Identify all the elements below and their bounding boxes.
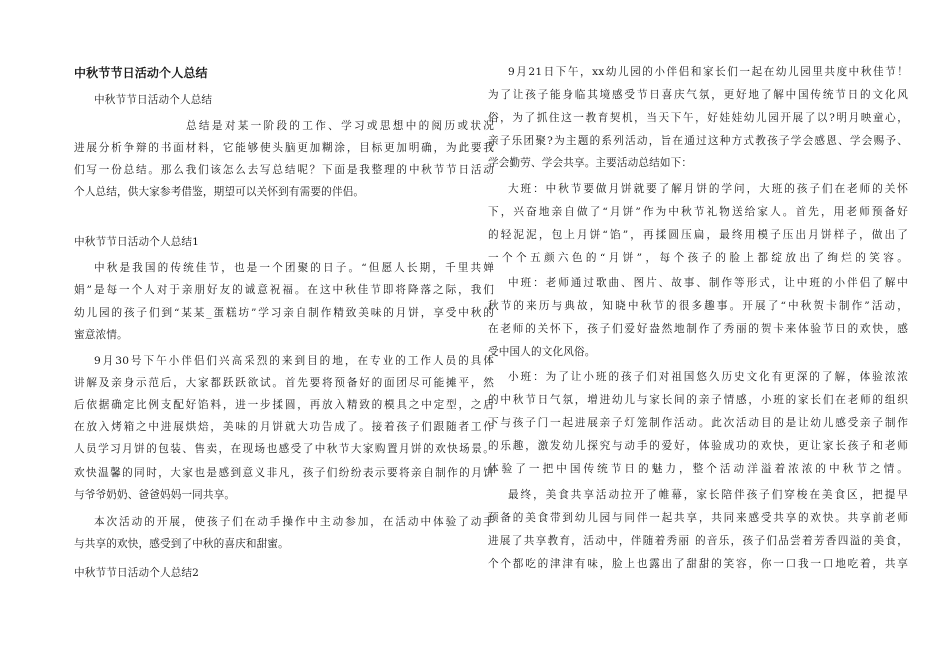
left-line-7: 中秋是我国的传统佳节，也是一个团聚的日子。“但愿人长期，千里共婵 [94, 262, 494, 274]
right-line-12: 在老师的关怀下，孩子们爱好盎然地制作了秀丽的贺卡来体验节日的欢快，感 [488, 323, 908, 335]
left-line-6: 中秋节节日活动个人总结1 [74, 236, 200, 248]
right-line-15: 的中秋节日气氛，增进幼儿与家长间的亲子情感，小班的家长们在老师的组织 [488, 394, 908, 406]
left-line-14: 在放入烤箱之中进展烘焙，美味的月饼就大功告成了。接着孩子们跟随者工作 [74, 421, 494, 433]
right-line-17: 的乐趣，激发幼儿探究与动手的爱好，体验成功的欢快，更让家长孩子和老师 [488, 440, 908, 452]
right-line-3: 俗，为了抓住这一教育契机，当天下午，好娃娃幼儿园开展了以?明月映童心， [488, 112, 908, 124]
right-line-9: 一个个五颜六色的“月饼”，每个孩子的脸上都绽放出了绚烂的笑容。 [488, 252, 908, 264]
document-title: 中秋节节日活动个人总结 [74, 66, 208, 80]
left-line-13: 后依据确定比例支配好馅料，进一步揉圆，再放入精致的模具之中定型，之后 [74, 399, 494, 411]
left-line-3: 进展分析争辩的书面材料，它能够使头脑更加糊涂，目标更加明确，为此要我 [74, 142, 494, 154]
left-line-1: 中秋节节日活动个人总结 [94, 94, 213, 106]
left-line-4: 们写一份总结。那么我们该怎么去写总结呢？下面是我整理的中秋节节日活动 [74, 164, 494, 176]
left-line-12: 讲解及亲身示范后，大家都跃跃欲试。首先要将预备好的面团尽可能摊平，然 [74, 377, 494, 389]
right-line-22: 个个都吃的津津有味，脸上也露出了甜甜的笑容，你一口我一口地吃着，共享 [488, 558, 908, 570]
right-line-6: 大班：中秋节要做月饼就要了解月饼的学问，大班的孩子们在老师的关怀 [508, 183, 908, 195]
right-line-21: 进展了共享教育，活动中，伴随着秀丽 的音乐，孩子们品尝着芳香四溢的美食， [488, 535, 908, 547]
right-line-1: 9月21日下午，xx幼儿园的小伴侣和家长们一起在幼儿园里共度中秋佳节！ [508, 66, 908, 78]
right-line-2: 为了让孩子能身临其境感受节日喜庆气氛，更好地了解中国传统节日的文化风 [488, 89, 908, 101]
right-line-16: 下与孩子门一起进展亲子灯笼制作活动。此次活动目的是让幼儿感受亲子制作 [488, 417, 908, 429]
left-line-8: 娟”是每一个人对于亲朋好友的诚意祝福。在这中秋佳节即将降落之际，我们 [74, 284, 494, 296]
left-line-17: 与爷爷奶奶、爸爸妈妈一同共享。 [74, 489, 236, 501]
right-line-4: 亲子乐团聚?为主题的系列活动，旨在通过这种方式教孩子学会感恩、学会赐予、 [488, 135, 908, 147]
left-line-11: 9月30号下午小伴侣们兴高采烈的来到目的地，在专业的工作人员的具体 [94, 355, 494, 367]
right-line-7: 下，兴奋地亲自做了“月饼”作为中秋节礼物送给家人。首先，用老师预备好 [488, 206, 908, 218]
left-line-19: 与共享的欢快，感受到了中秋的喜庆和甜蜜。 [74, 538, 289, 550]
left-line-16: 欢快温馨的同时，大家也是感到意义非凡，孩子们纷纷表示要将亲自制作的月饼 [74, 467, 494, 479]
left-line-10: 蜜意浓情。 [74, 329, 128, 341]
left-line-9: 幼儿园的孩子们到“某某_蛋糕坊”学习亲自制作精致美味的月饼，享受中秋的 [74, 307, 494, 319]
right-line-11: 秋节的来历与典故，知晓中秋节的很多趣事。开展了“中秋贺卡制作”活动， [488, 300, 908, 312]
left-line-20: 中秋节节日活动个人总结2 [74, 567, 200, 579]
left-line-18: 本次活动的开展，使孩子们在动手操作中主动参加，在活动中体验了动手 [94, 516, 494, 528]
left-line-2: 总结是对某一阶段的工作、学习或思想中的阅历或状况 [186, 120, 494, 132]
left-line-5: 个人总结，供大家参考借鉴，期望可以关怀到有需要的伴侣。 [74, 186, 365, 198]
right-line-10: 中班：老师通过歌曲、图片、故事、制作等形式，让中班的小伴侣了解中 [508, 277, 908, 289]
right-line-8: 的轻泥泥，包上月饼“馅”，再揉圆压扁，最终用模子压出月饼样子，做出了 [488, 229, 908, 241]
left-line-15: 人员学习月饼的包装、售卖，在现场也感受了中秋节大家购置月饼的欢快场景。 [74, 443, 494, 455]
right-line-20: 预备的美食带到幼儿园与同伴一起共享，共同来感受共享的欢快。共享前老师 [488, 512, 908, 524]
right-line-19: 最终，美食共享活动拉开了帷幕，家长陪伴孩子们穿梭在美食区，把提早 [508, 489, 908, 501]
right-line-13: 受中国人的文化风俗。 [488, 346, 596, 358]
right-line-18: 体验了一把中国传统节日的魅力，整个活动洋溢着浓浓的中秋节之情。 [488, 463, 908, 475]
right-line-14: 小班：为了让小班的孩子们对祖国悠久历史文化有更深的了解，体验浓浓 [508, 371, 908, 383]
right-line-5: 学会勤劳、学会共享。主要活动总结如下： [488, 157, 693, 169]
